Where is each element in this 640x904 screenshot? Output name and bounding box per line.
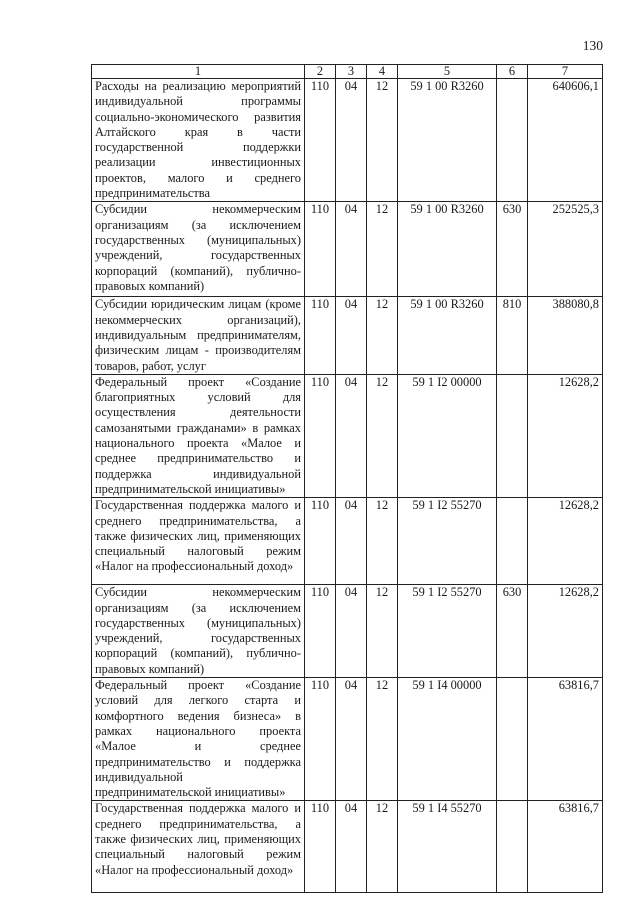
row-code-6 — [497, 498, 528, 585]
table-row — [92, 585, 603, 678]
row-code-5: 59 1 I2 00000 — [398, 374, 497, 497]
row-name: Федеральный проект «Создание условий для легкого старта и комфортного ведения бизнеса» в рамках национального проекта «Малое и среднее предпринимательство и поддержка индивидуальной предпринимательской инициативы» — [92, 678, 305, 801]
row-code-6 — [497, 79, 528, 202]
row-code-2: 110 — [305, 585, 336, 678]
row-code-5: 59 1 00 R3260 — [398, 297, 497, 374]
column-header-7: 7 — [528, 65, 603, 79]
column-header-5: 5 — [398, 65, 497, 79]
row-code-4: 12 — [367, 79, 398, 202]
row-code-2: 110 — [305, 801, 336, 893]
row-code-3: 04 — [336, 202, 367, 297]
row-amount: 12628,2 — [528, 498, 603, 585]
row-code-2: 110 — [305, 678, 336, 801]
table-row — [92, 297, 603, 374]
column-header-4: 4 — [367, 65, 398, 79]
row-code-6 — [497, 801, 528, 893]
table-row — [92, 202, 603, 297]
row-name: Субсидии юридическим лицам (кроме некоммерческих организаций), индивидуальным предпринимателям, физическим лицам - производителям товаров, работ, услуг — [92, 297, 305, 374]
row-code-6: 630 — [497, 202, 528, 297]
table-row — [92, 801, 603, 893]
row-code-3: 04 — [336, 374, 367, 497]
row-code-6: 810 — [497, 297, 528, 374]
row-code-6 — [497, 374, 528, 497]
row-code-3: 04 — [336, 801, 367, 893]
row-code-2: 110 — [305, 202, 336, 297]
table-header-row — [92, 65, 603, 79]
row-code-3: 04 — [336, 585, 367, 678]
column-header-6: 6 — [497, 65, 528, 79]
row-amount: 12628,2 — [528, 374, 603, 497]
row-amount: 388080,8 — [528, 297, 603, 374]
budget-table — [91, 64, 603, 893]
row-name: Государственная поддержка малого и среднего предпринимательства, а также физических лиц, применяющих специальный налоговый режим «Налог на профессиональный доход» — [92, 801, 305, 893]
table-row — [92, 498, 603, 585]
row-code-4: 12 — [367, 801, 398, 893]
row-code-4: 12 — [367, 374, 398, 497]
row-code-2: 110 — [305, 498, 336, 585]
row-code-4: 12 — [367, 202, 398, 297]
page-number: 130 — [582, 38, 603, 53]
row-code-5: 59 1 I4 55270 — [398, 801, 497, 893]
row-code-4: 12 — [367, 678, 398, 801]
row-code-5: 59 1 00 R3260 — [398, 79, 497, 202]
row-code-6: 630 — [497, 585, 528, 678]
row-name: Субсидии некоммерческим организациям (за исключением государственных (муниципальных) учреждений, государственных корпораций (компаний), публично-правовых компаний) — [92, 202, 305, 297]
table-row — [92, 678, 603, 801]
table-row — [92, 374, 603, 497]
row-code-3: 04 — [336, 678, 367, 801]
row-code-4: 12 — [367, 498, 398, 585]
row-code-6 — [497, 678, 528, 801]
row-name: Федеральный проект «Создание благоприятных условий для осуществления деятельности самозанятыми гражданами» в рамках национального проекта «Малое и среднее предпринимательство и поддержка индивидуальной предпринимательской инициативы» — [92, 374, 305, 497]
row-code-2: 110 — [305, 374, 336, 497]
row-amount: 252525,3 — [528, 202, 603, 297]
row-code-5: 59 1 I2 55270 — [398, 498, 497, 585]
row-code-2: 110 — [305, 297, 336, 374]
row-code-5: 59 1 I2 55270 — [398, 585, 497, 678]
row-name: Государственная поддержка малого и среднего предпринимательства, а также физических лиц, применяющих специальный налоговый режим «Налог на профессиональный доход» — [92, 498, 305, 585]
row-amount: 12628,2 — [528, 585, 603, 678]
row-amount: 63816,7 — [528, 801, 603, 893]
row-code-4: 12 — [367, 585, 398, 678]
row-code-4: 12 — [367, 297, 398, 374]
table-row — [92, 79, 603, 202]
row-code-5: 59 1 I4 00000 — [398, 678, 497, 801]
column-header-3: 3 — [336, 65, 367, 79]
row-code-3: 04 — [336, 498, 367, 585]
column-header-2: 2 — [305, 65, 336, 79]
row-amount: 63816,7 — [528, 678, 603, 801]
row-code-2: 110 — [305, 79, 336, 202]
column-header-1: 1 — [92, 65, 305, 79]
row-code-5: 59 1 00 R3260 — [398, 202, 497, 297]
row-amount: 640606,1 — [528, 79, 603, 202]
row-name: Расходы на реализацию мероприятий индивидуальной программы социально-экономического развития Алтайского края в части государственной поддержки реализации инвестиционных проектов, малого и среднего предпринимательства — [92, 79, 305, 202]
row-code-3: 04 — [336, 297, 367, 374]
row-name: Субсидии некоммерческим организациям (за исключением государственных (муниципальных) учреждений, государственных корпораций (компаний), публично-правовых компаний) — [92, 585, 305, 678]
row-code-3: 04 — [336, 79, 367, 202]
